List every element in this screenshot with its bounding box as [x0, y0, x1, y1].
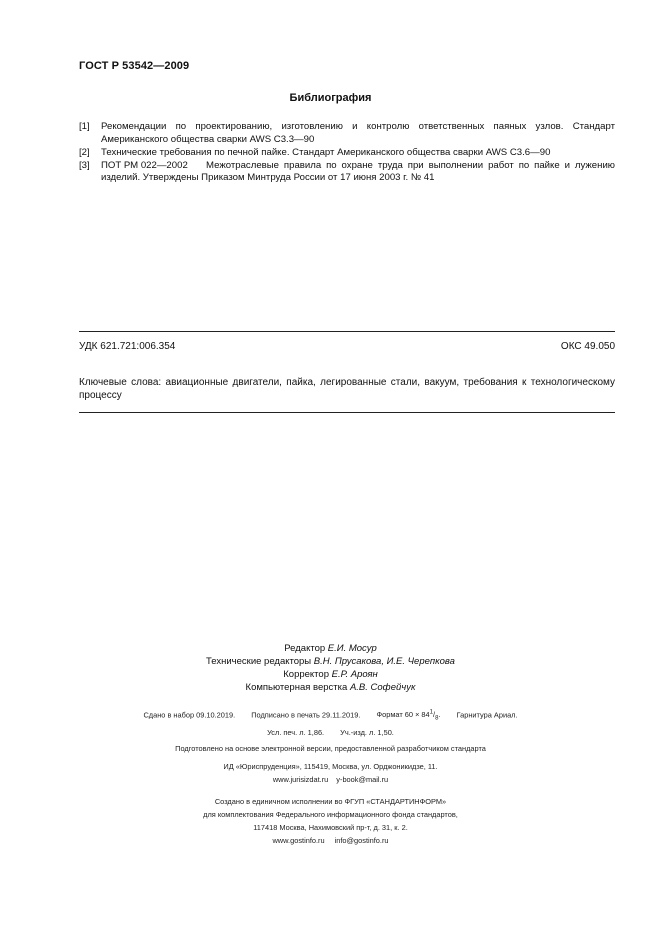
publisher-email-link[interactable]: y-book@mail.ru	[336, 775, 389, 784]
imprint-line-2: Усл. печ. л. 1,86. Уч.-изд. л. 1,50.	[267, 727, 394, 737]
producer-site-link[interactable]: www.gostinfo.ru	[272, 836, 325, 845]
credits-block	[0, 642, 661, 694]
bibliography-item-code: ПОТ РМ 022—2002	[101, 159, 188, 171]
layout-name: А.В. Софейчук	[349, 682, 416, 693]
publisher-contacts	[0, 773, 661, 786]
bibliography-item-body: Межотраслевые правила по охране труда при выполнении работ по пайке и лужению изделий. Утверждены Приказом Минтруда России от 17 июня 2003 г. № 41	[101, 159, 615, 183]
bibliography-item-text	[101, 160, 615, 185]
credit-tech-editors: Технические редакторы В.Н. Прусакова, И.Е. Черепкова	[206, 656, 455, 667]
credit-layout: Компьютерная верстка А.В. Софейчук	[245, 682, 416, 693]
imprint-line-1: Сдано в набор 09.10.2019. Подписано в печать 29.11.2019. Формат $60 \times 84^1/_8$. Гарнитура Ариал.	[143, 710, 518, 722]
corrector-name: Е.Р. Ароян	[331, 669, 378, 680]
producer-line-1: Создано в единичном исполнении во ФГУП «СТАНДАРТИНФОРМ»	[214, 797, 447, 806]
publisher-address: ИД «Юриспруденция», 115419, Москва, ул. Орджоникидзе, 11.	[223, 762, 438, 771]
udk-code: УДК 621.721:006.354	[79, 341, 176, 352]
editor-name: Е.И. Мосур	[327, 643, 377, 654]
credit-corrector: Корректор Е.Р. Ароян	[283, 669, 378, 680]
bibliography-list	[79, 121, 615, 185]
bibliography-item	[79, 160, 615, 185]
bibliography-item-text: Технические требования по печной пайке. Стандарт Американского общества сварки AWS C3.6—90	[101, 146, 551, 158]
bibliography-item	[79, 147, 615, 160]
publisher-site-link[interactable]: www.jurisizdat.ru	[272, 775, 329, 784]
divider-bottom	[79, 412, 615, 413]
producer-block	[0, 795, 661, 847]
imprint-prepared: Подготовлено на основе электронной версии, предоставленной разработчиком стандарта	[175, 743, 486, 753]
imprint-format: Формат $60 \times 84^1/_8$.	[376, 710, 441, 722]
imprint-block	[0, 707, 661, 755]
producer-contacts	[0, 834, 661, 847]
bibliography-item-number: [3]	[79, 159, 90, 171]
bibliography-item-number: [1]	[79, 121, 90, 132]
tech-editors-names: В.Н. Прусакова, И.Е. Черепкова	[313, 656, 455, 667]
keywords: Ключевые слова: авиационные двигатели, пайка, легированные стали, вакуум, требования к технологическому процессу	[79, 377, 615, 401]
producer-address: 117418 Москва, Нахимовский пр-т, д. 31, к. 2.	[253, 823, 408, 832]
credit-editor: Редактор Е.И. Мосур	[284, 643, 377, 654]
standard-number: ГОСТ Р 53542—2009	[79, 60, 190, 72]
bibliography-item-text: Рекомендации по проектированию, изготовлению и контролю ответственных паяных узлов. Стандарт Американского общества сварки AWS C3.3—90	[101, 121, 615, 145]
oks-code: ОКС 49.050	[560, 341, 615, 352]
bibliography-item	[79, 121, 615, 146]
bibliography-item-number: [2]	[79, 146, 90, 158]
divider-top	[79, 331, 615, 332]
producer-email-link[interactable]: info@gostinfo.ru	[334, 836, 389, 845]
publisher-block	[0, 760, 661, 786]
bibliography-title: Библиография	[289, 92, 372, 104]
producer-line-2: для комплектования Федерального информационного фонда стандартов,	[203, 810, 458, 819]
